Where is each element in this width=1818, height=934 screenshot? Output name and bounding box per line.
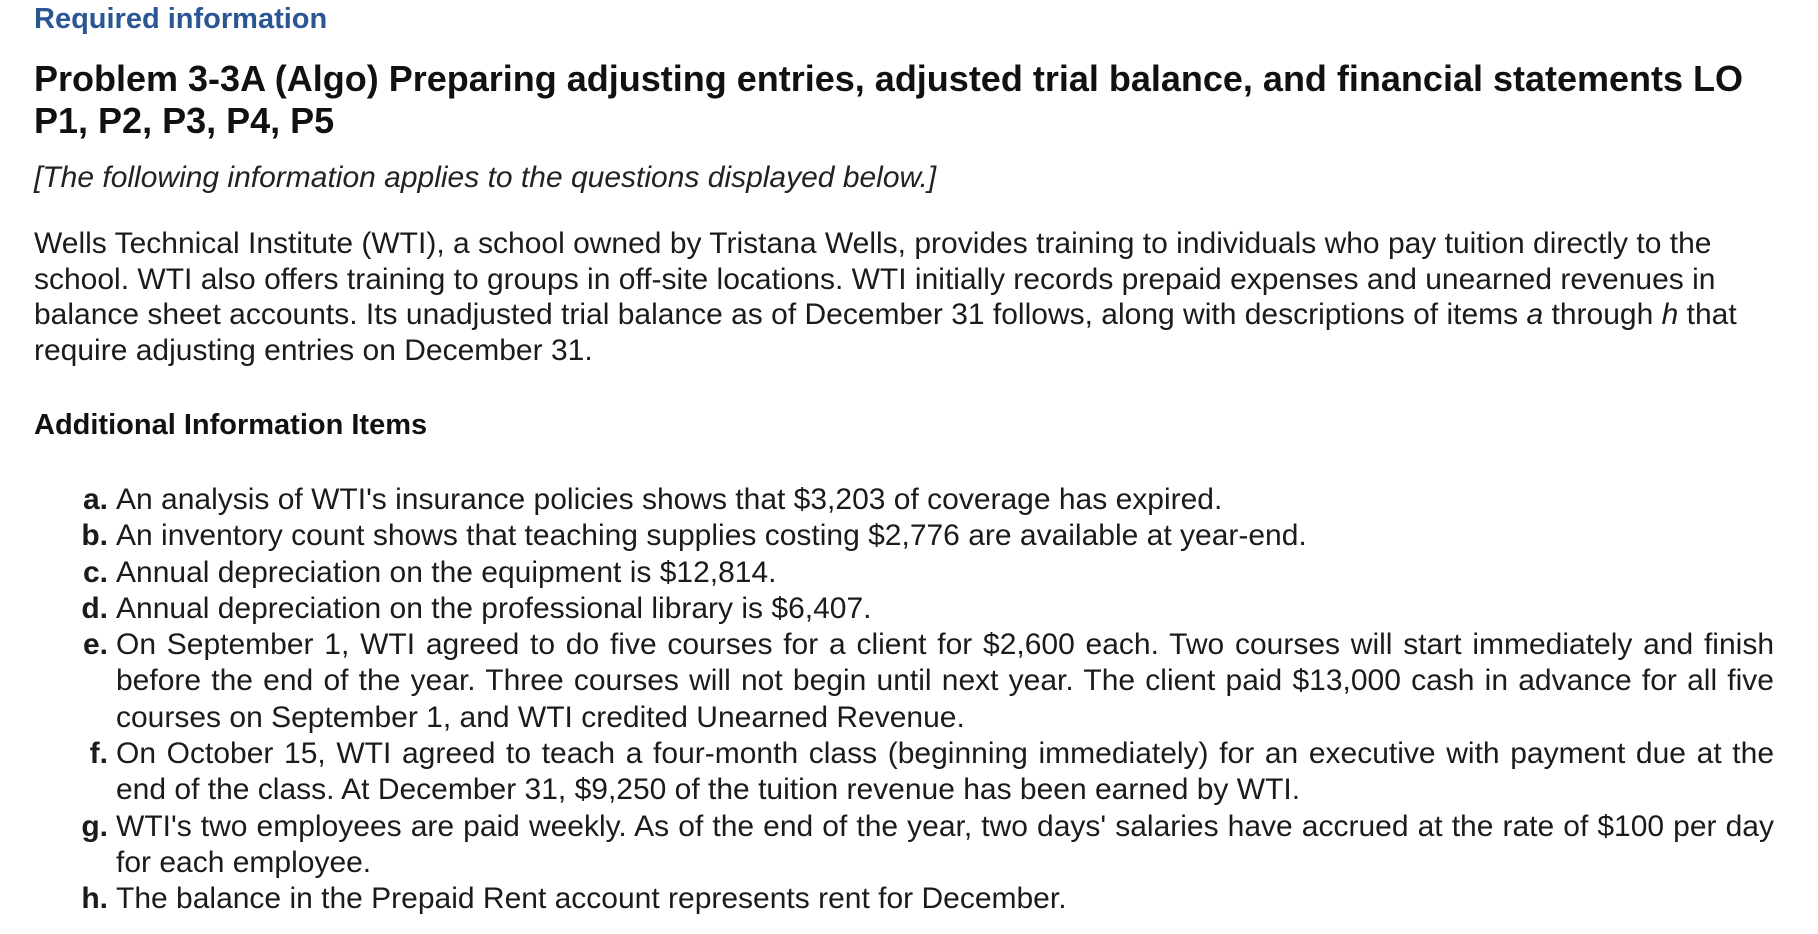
description-part-3: that require adjusting entries on December 31. xyxy=(34,298,1737,367)
item-letter: c. xyxy=(82,555,108,589)
item-text: Annual depreciation on the equipment is $12,814. xyxy=(116,555,777,589)
item-text: An analysis of WTI's insurance policies shows that $3,203 of coverage has expired. xyxy=(116,483,1223,516)
item-text: WTI's two employees are paid weekly. As of the end of the year, two days' salaries have accrued at the rate of $100 per day for each employee. xyxy=(116,809,1774,879)
item-range-end: h xyxy=(1661,298,1679,331)
list-item xyxy=(34,591,1774,627)
list-item xyxy=(34,627,1774,736)
list-item xyxy=(34,518,1774,554)
description-part-1: Wells Technical Institute (WTI), a school owned by Tristana Wells, provides training to individuals who pay tuition directly to the school. WTI also offers training to groups in off-site locations. WTI initially records prepaid expenses and unearned revenues in balance sheet accounts. Its unadjusted trial balance as of December 31 follows, along with descriptions of items xyxy=(34,227,1716,331)
additional-info-heading: Additional Information Items xyxy=(34,409,428,441)
item-text: The balance in the Prepaid Rent account represents rent for December. xyxy=(116,882,1067,916)
description-part-2: through xyxy=(1543,298,1662,331)
item-letter: a. xyxy=(82,483,108,516)
item-letter: f. xyxy=(89,737,108,771)
problem-title: Problem 3-3A (Algo) Preparing adjusting entries, adjusted trial balance, and financial statements LO P1, P2, P3, P4, P5 xyxy=(34,58,1744,141)
required-information-label: Required information xyxy=(34,3,328,35)
intro-note: [The following information applies to the questions displayed below.] xyxy=(34,161,937,194)
item-range-start: a xyxy=(1526,298,1544,331)
item-text: An inventory count shows that teaching supplies costing $2,776 are available at year-end. xyxy=(116,519,1307,553)
item-text: On September 1, WTI agreed to do five courses for a client for $2,600 each. Two courses will start immediately and finish before the end of the year. Three courses will not begin until next year. The client paid $13,000 cash in advance for all five courses on September 1, and WTI credited Unearned Revenue. xyxy=(116,628,1774,734)
item-letter: e. xyxy=(82,628,108,662)
item-letter: d. xyxy=(81,591,108,625)
list-item xyxy=(34,809,1774,882)
item-text: Annual depreciation on the professional library is $6,407. xyxy=(116,591,872,625)
list-item xyxy=(34,736,1774,809)
additional-info-list xyxy=(34,482,1774,918)
item-text: On October 15, WTI agreed to teach a four-month class (beginning immediately) for an executive with payment due at the end of the class. At December 31, $9,250 of the tuition revenue has been earned by WTI. xyxy=(116,737,1774,807)
list-item xyxy=(34,555,1774,591)
list-item xyxy=(34,881,1774,917)
item-letter: g. xyxy=(81,809,108,843)
item-letter: b. xyxy=(81,519,108,553)
item-letter: h. xyxy=(81,882,108,916)
problem-description xyxy=(34,226,1774,368)
list-item xyxy=(34,482,1774,518)
